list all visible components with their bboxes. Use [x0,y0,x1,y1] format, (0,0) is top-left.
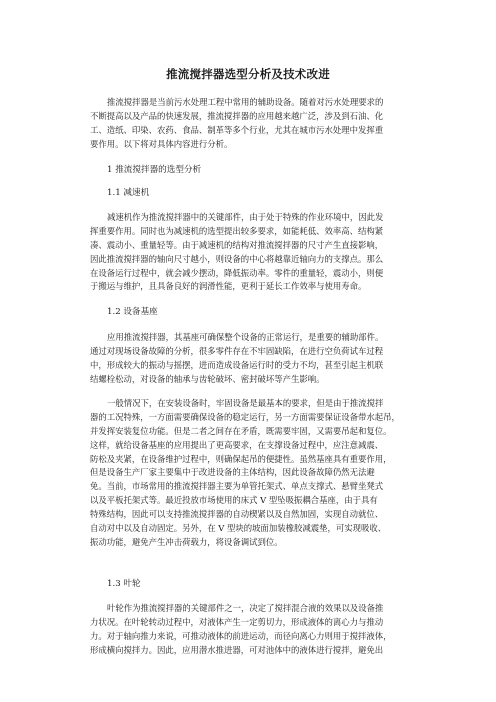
document-title: 推流搅拌器选型分析及技术改进 [166,67,330,81]
text-line: 于搬运与维护，且具备良好的润滑性能，更利于延长工作效率与使用寿命。 [90,281,367,292]
text-line: 这样，就给设备基座的应用提出了更高要求，在支撑设备过程中，应注意减震、 [90,439,384,450]
section-heading-1: 1 推流搅拌器的选型分析 [107,165,202,175]
paragraph-1-3 [90,602,420,658]
text-line: 叶轮作为推流搅拌器的关键部件之一，决定了搅拌混合液的效果以及设备推 [107,603,384,613]
text-line: 并发挥安装复位功能。但是二者之间存在矛盾，既需要牢固，又需要吊起和复位。 [90,425,392,436]
text-line: 在设备运行过程中，就会减少摆动，降低振动率。零件的重量轻，震动小，则便 [90,267,384,278]
text-line: 减速机作为推流搅拌器中的关键部件，由于处于特殊的作业环境中，因此发 [107,212,384,222]
section-heading-1-2: 1.2 设备基座 [107,307,158,317]
text-line: 自动对中以及自动固定。另外，在 V 型块的坡面加装橡胶减震垫，可实现吸收、 [90,523,387,534]
text-line: 推流搅拌器是当前污水处理工程中常用的辅助设备。随着对污水处理要求的 [107,97,384,107]
text-line: 结螺栓松动，对设备的轴承与齿轮破坏、密封破坏等产生影响。 [90,373,325,384]
text-line: 力。对于轴向推力来说，可推动液体的前进运动，而径向离心力则用于搅拌液体， [90,630,392,641]
text-line: 形成横向搅拌力。因此，应用潜水推进器，可对池体中的液体进行搅拌，避免出 [90,644,384,655]
text-line: 中，形成较大的振动与摇摆，进而造成设备运行时的受力不均，甚至引起主机联 [90,359,384,370]
text-line: 凑、震动小、重量轻等。由于减速机的结构对推流搅拌器的尺寸产生直接影响， [90,239,384,250]
text-line: 振动功能，避免产生冲击荷载力，将设备调试到位。 [90,536,283,547]
paragraph-1-1 [90,211,420,294]
text-line: 以及平板托架式等。最近投放市场使用的床式 V 型坠吸振耦合基座，由于具有 [90,495,378,506]
text-line: 免。当前，市场常用的推流搅拌器主要为单管托架式、单点支撑式、悬臂坐凳式 [90,481,384,492]
text-line: 特殊结构，因此可以支持推流搅拌器的自动楔紧以及自然加固，实现自动就位、 [90,509,384,520]
paragraph-1-2b [90,397,420,550]
text-line: 防松及夹紧，在设备维护过程中，则确保起吊的便捷性。虽然基座具有重要作用， [90,453,392,464]
text-line: 要作用。以下将对具体内容进行分析。 [90,138,233,149]
text-line: 通过对现场设备故障的分析，很多零件存在不牢固缺陷，在进行空负荷试车过程 [90,345,384,356]
intro-paragraph [90,96,420,152]
paragraph-1-2a [90,331,420,387]
section-heading-1-3: 1.3 叶轮 [107,579,141,589]
text-line: 工、造纸、印染、农药、食品、制革等多个行业，尤其在城市污水处理中发挥重 [90,124,384,135]
text-line: 不断提高以及产品的快速发展，推流搅拌器的应用越来越广泛，涉及到石油、化 [90,110,384,121]
text-line: 一般情况下，在安装设备时，牢固设备是最基本的要求，但是由于推流搅拌 [107,398,384,408]
text-line: 但是设备生产厂家主要集中于改进设备的主体结构，因此设备故障仍然无法避 [90,467,375,478]
text-line: 应用推流搅拌器，其基座可确保整个设备的正常运行，是重要的辅助部件。 [107,332,384,342]
text-line: 挥重要作用。同时也为减速机的选型提出较多要求，如能耗低、效率高、结构紧 [90,225,384,236]
text-line: 器的工况特殊，一方面需要确保设备的稳定运行，另一方面需要保证设备带水起吊， [90,411,400,422]
text-line: 力状况。在叶轮转动过程中，对液体产生一定剪切力，形成液体的离心力与推动 [90,616,384,627]
text-line: 因此推流搅拌器的轴向尺寸越小，则设备的中心将越靠近轴向力的支撑点。那么 [90,253,384,264]
section-heading-1-1: 1.1 减速机 [107,188,150,198]
